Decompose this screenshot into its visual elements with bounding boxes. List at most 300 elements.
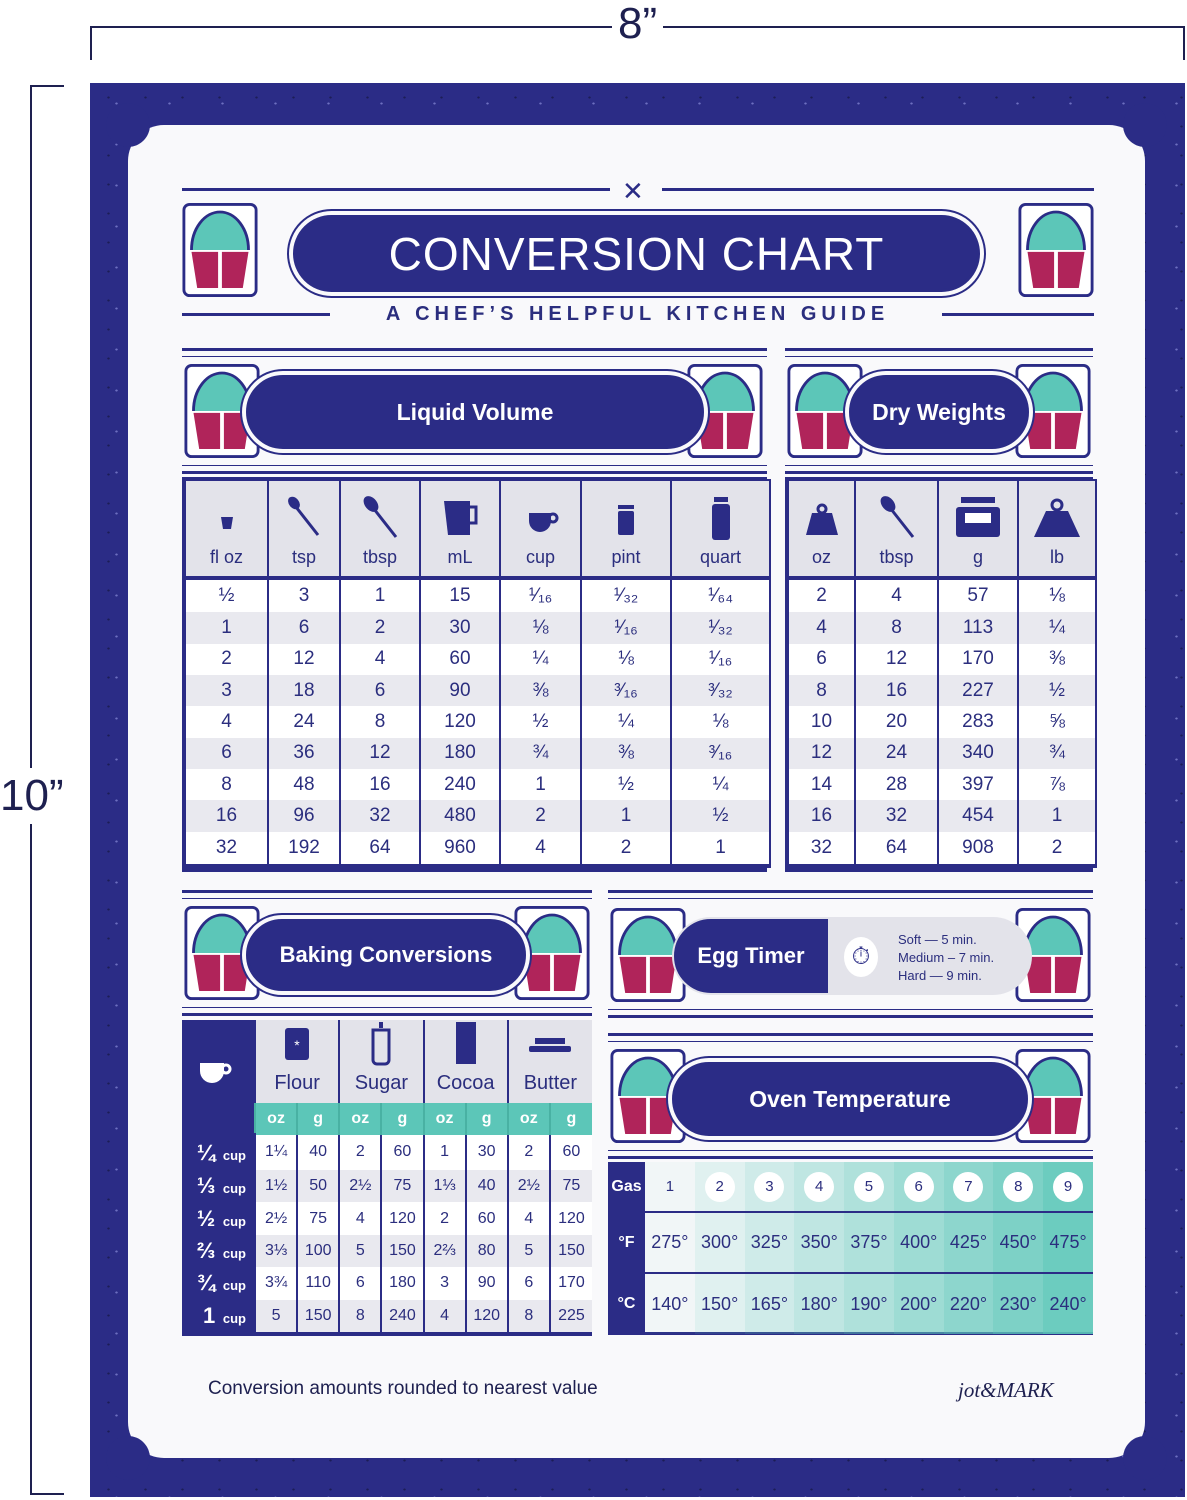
table-cell: 4 xyxy=(340,644,420,675)
table-cell: 16 xyxy=(788,800,855,831)
unit-label: g xyxy=(466,1103,508,1135)
table-cell: ⅛ xyxy=(671,706,770,737)
table-cell: 2 xyxy=(500,800,581,831)
teaspoon-icon xyxy=(269,495,339,541)
table-cell: 180 xyxy=(381,1267,423,1299)
cup-amount-unit: cup xyxy=(219,1245,246,1261)
table-cell: 64 xyxy=(340,832,420,866)
table-cell: ¹⁄₃₂ xyxy=(671,612,770,643)
table-cell: 8 xyxy=(340,706,420,737)
oven-cell: 220° xyxy=(944,1273,994,1334)
oven-cell: 1 xyxy=(645,1162,695,1212)
table-row xyxy=(788,706,1096,737)
table-cell: 12 xyxy=(340,738,420,769)
baking-cup-icon xyxy=(182,1047,246,1093)
cup-amount xyxy=(182,1202,255,1234)
table-row xyxy=(182,1267,592,1299)
table-cell: 4 xyxy=(855,578,938,612)
cup-amount-value: ½ xyxy=(196,1205,216,1231)
table-cell: 10 xyxy=(810,710,833,732)
svg-text:*: * xyxy=(294,1037,300,1053)
oven-cell xyxy=(745,1162,795,1212)
column-header-oz xyxy=(788,480,855,578)
butter-dish-icon xyxy=(509,1020,592,1066)
oven-cell: 350° xyxy=(794,1212,844,1273)
liquid-volume-title: Liquid Volume xyxy=(246,375,704,449)
table-cell: ½ xyxy=(671,800,770,831)
table-cell: ⅜ xyxy=(500,675,581,706)
table-cell: 3 xyxy=(185,675,268,706)
oven-cell: 200° xyxy=(894,1273,944,1334)
ingredient-header-cocoa xyxy=(424,1020,508,1103)
oven-row-label: Gas xyxy=(608,1162,645,1212)
header-rule xyxy=(182,313,330,316)
oven-row-gas xyxy=(608,1162,1093,1212)
table-cell: ¹⁄₁₆ xyxy=(671,644,770,675)
oven-cell xyxy=(844,1162,894,1212)
table-cell: 180 xyxy=(420,738,500,769)
table-cell: 2 xyxy=(816,585,827,607)
column-label: oz xyxy=(811,547,831,567)
table-cell: 2 xyxy=(339,1135,381,1170)
oven-temperature-title: Oven Temperature xyxy=(672,1062,1028,1136)
table-cell: 64 xyxy=(855,832,938,866)
table-cell: 16 xyxy=(340,769,420,800)
unit-label: oz xyxy=(424,1103,466,1135)
dry-weights-header xyxy=(785,348,1093,474)
column-label: pint xyxy=(611,547,641,567)
table-cell: 170 xyxy=(550,1267,592,1299)
table-cell: 1 xyxy=(581,800,671,831)
liquid-volume-header xyxy=(182,348,767,474)
table-cell: 1 xyxy=(500,769,581,800)
table-cell: ¹⁄₆₄ xyxy=(671,578,770,612)
table-cell: 32 xyxy=(215,836,238,858)
table-cell: 5 xyxy=(255,1300,297,1332)
table-cell: 60 xyxy=(381,1135,423,1170)
egg-timer-title: Egg Timer xyxy=(674,919,828,993)
width-dimension-label: 8” xyxy=(612,2,663,46)
egg-timer-lines xyxy=(898,931,994,985)
cup-amount-value: ⅓ xyxy=(196,1173,216,1199)
oven-cell: 240° xyxy=(1043,1273,1093,1334)
oven-row-label: °C xyxy=(608,1273,645,1334)
table-cell: 2 xyxy=(581,832,671,866)
table-cell: 2 xyxy=(1018,832,1096,866)
flour-bag-icon xyxy=(256,1020,338,1066)
table-cell: 120 xyxy=(466,1300,508,1332)
oven-cell: 150° xyxy=(695,1273,745,1334)
table-row xyxy=(185,675,770,706)
cup-amount-value: ¼ xyxy=(196,1140,216,1166)
column-header-quart xyxy=(671,480,770,578)
table-cell: 24 xyxy=(268,706,340,737)
cup-column-header xyxy=(182,1020,255,1135)
table-cell: 8 xyxy=(788,675,855,706)
page-subtitle: A CHEF’S HELPFUL KITCHEN GUIDE xyxy=(385,303,890,325)
table-cell: ⅛ xyxy=(1018,578,1096,612)
oven-cell: 190° xyxy=(844,1273,894,1334)
table-cell: 4 xyxy=(788,612,855,643)
table-cell: 12 xyxy=(788,738,855,769)
unit-label: oz xyxy=(339,1103,381,1135)
table-cell: 6 xyxy=(340,675,420,706)
table-cell: 75 xyxy=(381,1170,423,1202)
table-cell: 40 xyxy=(297,1135,339,1170)
table-cell: 36 xyxy=(268,738,340,769)
cup-amount-unit: cup xyxy=(219,1181,246,1197)
corner-notch xyxy=(106,103,150,147)
column-header-tsp xyxy=(268,480,340,578)
column-header-cup xyxy=(500,480,581,578)
table-cell: 120 xyxy=(550,1202,592,1234)
table-cell: 12 xyxy=(268,644,340,675)
table-row xyxy=(788,612,1096,643)
table-cell: 20 xyxy=(855,706,938,737)
table-cell: 150 xyxy=(550,1235,592,1267)
baking-title: Baking Conversions xyxy=(246,919,526,991)
oven-cell: 425° xyxy=(944,1212,994,1273)
ingredient-header-flour xyxy=(255,1020,339,1103)
table-cell: 50 xyxy=(297,1170,339,1202)
table-cell: 110 xyxy=(297,1267,339,1299)
table-row xyxy=(185,644,770,675)
table-cell: 90 xyxy=(466,1267,508,1299)
column-header-g xyxy=(938,480,1018,578)
table-cell: 32 xyxy=(855,800,938,831)
table-cell: 227 xyxy=(938,675,1018,706)
table-cell: ⅜ xyxy=(1018,644,1096,675)
table-cell: 120 xyxy=(420,706,500,737)
table-cell: ¹⁄₁₆ xyxy=(500,578,581,612)
table-cell: 1 xyxy=(671,832,770,866)
table-cell: ½ xyxy=(581,769,671,800)
small-cup-icon xyxy=(186,495,267,541)
table-cell: 1¼ xyxy=(255,1135,297,1170)
corner-notch xyxy=(106,1436,150,1480)
table-cell: 8 xyxy=(221,773,232,795)
unit-label: g xyxy=(550,1103,592,1135)
cup-amount-value: ⅔ xyxy=(196,1237,216,1263)
cup-amount xyxy=(182,1267,255,1299)
table-cell: ½ xyxy=(500,706,581,737)
brand-logo: jot&MARK xyxy=(958,1378,1054,1402)
table-cell: ½ xyxy=(218,585,235,607)
table-row xyxy=(185,800,770,831)
table-cell: 1 xyxy=(424,1135,466,1170)
column-label: fl oz xyxy=(209,547,243,567)
unit-label: g xyxy=(297,1103,339,1135)
table-cell: 60 xyxy=(466,1202,508,1234)
scale-icon xyxy=(939,495,1017,541)
table-row xyxy=(788,832,1096,866)
column-header-tbsp xyxy=(340,480,420,578)
table-cell: 2½ xyxy=(255,1202,297,1234)
table-row xyxy=(788,644,1096,675)
gas-mark-badge: 5 xyxy=(854,1172,884,1202)
oven-row-fahrenheit xyxy=(608,1212,1093,1273)
cup-amount-unit: cup xyxy=(219,1213,246,1229)
table-cell: 2 xyxy=(340,612,420,643)
ornament-icon xyxy=(1018,200,1094,300)
table-cell: 75 xyxy=(550,1170,592,1202)
cup-amount xyxy=(182,1170,255,1202)
table-cell: 480 xyxy=(420,800,500,831)
chocolate-bar-icon xyxy=(425,1020,507,1066)
table-cell: 2 xyxy=(221,648,232,670)
table-cell: 2⅔ xyxy=(424,1235,466,1267)
table-row xyxy=(788,738,1096,769)
table-cell: 4 xyxy=(500,832,581,866)
table-cell: 225 xyxy=(550,1300,592,1332)
table-cell: ¼ xyxy=(671,769,770,800)
cup-amount-value: 1 xyxy=(203,1302,216,1328)
column-label: tbsp xyxy=(879,547,914,567)
oven-temperature-header xyxy=(608,1033,1093,1159)
corner-notch xyxy=(1123,103,1167,147)
column-label: tsp xyxy=(291,547,316,567)
oven-cell: 300° xyxy=(695,1212,745,1273)
oven-temperature-table xyxy=(608,1162,1093,1335)
table-row xyxy=(182,1202,592,1234)
table-cell: 40 xyxy=(466,1170,508,1202)
table-cell: 5 xyxy=(339,1235,381,1267)
column-label: g xyxy=(972,547,983,567)
cup-amount xyxy=(182,1300,255,1332)
oven-cell: 140° xyxy=(645,1273,695,1334)
unit-label: oz xyxy=(508,1103,550,1135)
table-cell: 80 xyxy=(466,1235,508,1267)
table-cell: 908 xyxy=(938,832,1018,866)
table-cell: ³⁄₁₆ xyxy=(581,675,671,706)
oven-cell: 475° xyxy=(1043,1212,1093,1273)
table-cell: ³⁄₁₆ xyxy=(671,738,770,769)
table-cell: 3⅓ xyxy=(255,1235,297,1267)
table-cell: ¹⁄₁₆ xyxy=(581,612,671,643)
table-cell: ⅛ xyxy=(581,644,671,675)
table-cell: 8 xyxy=(855,612,938,643)
table-cell: 150 xyxy=(381,1235,423,1267)
table-row xyxy=(185,612,770,643)
table-header-row xyxy=(788,480,1096,578)
table-row xyxy=(788,675,1096,706)
table-cell: ⅝ xyxy=(1018,706,1096,737)
table-row xyxy=(185,738,770,769)
column-label: tbsp xyxy=(362,547,398,567)
table-cell: 16 xyxy=(185,800,268,831)
cup-icon xyxy=(501,495,580,541)
gas-mark-badge: 7 xyxy=(953,1172,983,1202)
header-rule xyxy=(182,188,610,191)
column-label: lb xyxy=(1049,547,1064,567)
column-header-tbsp xyxy=(855,480,938,578)
table-row xyxy=(788,800,1096,831)
table-cell: ⅞ xyxy=(1018,769,1096,800)
table-cell: ³⁄₃₂ xyxy=(671,675,770,706)
table-cell: 12 xyxy=(855,644,938,675)
table-cell: 60 xyxy=(420,644,500,675)
ingredient-label: Sugar xyxy=(354,1072,409,1094)
oven-cell: 450° xyxy=(993,1212,1043,1273)
corner-notch xyxy=(1123,1436,1167,1480)
table-cell: 4 xyxy=(424,1300,466,1332)
column-label: mL xyxy=(447,547,473,567)
footer-note: Conversion amounts rounded to nearest value xyxy=(208,1378,598,1399)
table-cell: 6 xyxy=(816,648,827,670)
table-cell: 75 xyxy=(297,1202,339,1234)
table-cell: 2½ xyxy=(508,1170,550,1202)
table-cell: 8 xyxy=(508,1300,550,1332)
table-cell: 15 xyxy=(420,578,500,612)
cup-amount-unit: cup xyxy=(219,1148,246,1164)
oven-cell: 230° xyxy=(993,1273,1043,1334)
table-cell: 6 xyxy=(185,738,268,769)
quart-bottle-icon xyxy=(672,495,769,541)
table-row xyxy=(182,1170,592,1202)
table-cell: 16 xyxy=(855,675,938,706)
table-cell: 100 xyxy=(297,1235,339,1267)
ingredient-label: Flour xyxy=(274,1072,320,1094)
cup-amount xyxy=(182,1235,255,1267)
heavy-weight-icon xyxy=(1019,495,1095,541)
table-cell: ¾ xyxy=(1018,738,1096,769)
gas-mark-badge: 2 xyxy=(705,1172,735,1202)
table-cell: 6 xyxy=(508,1267,550,1299)
table-cell: 2 xyxy=(508,1135,550,1170)
cup-amount xyxy=(182,1135,255,1170)
table-cell: 4 xyxy=(339,1202,381,1234)
table-cell: 60 xyxy=(550,1135,592,1170)
table-cell: 90 xyxy=(420,675,500,706)
table-row xyxy=(185,769,770,800)
table-cell: 18 xyxy=(268,675,340,706)
gas-mark-badge: 3 xyxy=(754,1172,784,1202)
table-row xyxy=(788,769,1096,800)
table-cell: 240 xyxy=(420,769,500,800)
dry-weights-table xyxy=(785,477,1093,872)
table-cell: ⅜ xyxy=(581,738,671,769)
table-cell: 3¾ xyxy=(255,1267,297,1299)
ingredient-header-row xyxy=(182,1020,592,1103)
table-cell: 960 xyxy=(420,832,500,866)
baking-table xyxy=(182,1020,592,1336)
table-cell: 28 xyxy=(855,769,938,800)
table-cell: 170 xyxy=(938,644,1018,675)
table-cell: 1½ xyxy=(255,1170,297,1202)
stopwatch-icon: ⏱ xyxy=(844,937,878,977)
pint-jar-icon xyxy=(582,495,670,541)
table-cell: 4 xyxy=(508,1202,550,1234)
oven-cell xyxy=(1043,1162,1093,1212)
table-row xyxy=(185,706,770,737)
table-cell: 192 xyxy=(268,832,340,866)
oven-cell: 400° xyxy=(894,1212,944,1273)
ingredient-header-butter xyxy=(508,1020,592,1103)
table-cell: 1 xyxy=(340,578,420,612)
unit-label: oz xyxy=(255,1103,297,1135)
column-header-pint xyxy=(581,480,671,578)
table-cell: 120 xyxy=(381,1202,423,1234)
table-row xyxy=(185,578,770,612)
oven-cell xyxy=(894,1162,944,1212)
cup-amount-unit: cup xyxy=(219,1310,246,1326)
table-cell: 8 xyxy=(339,1300,381,1332)
oven-row-celsius xyxy=(608,1273,1093,1334)
oven-cell: 325° xyxy=(745,1212,795,1273)
table-cell: ¼ xyxy=(581,706,671,737)
table-cell: 2½ xyxy=(339,1170,381,1202)
header-rule xyxy=(662,188,1094,191)
gas-mark-badge: 6 xyxy=(904,1172,934,1202)
table-cell: ¼ xyxy=(500,644,581,675)
table-cell: 57 xyxy=(938,578,1018,612)
table-row xyxy=(182,1235,592,1267)
egg-timer-soft: Soft — 5 min. xyxy=(898,932,977,947)
table-row xyxy=(185,832,770,866)
column-label: quart xyxy=(699,547,742,567)
table-cell: 1 xyxy=(185,612,268,643)
ornament-icon xyxy=(182,200,258,300)
table-cell: 32 xyxy=(340,800,420,831)
table-cell: 32 xyxy=(810,836,833,858)
table-cell: 3 xyxy=(424,1267,466,1299)
oven-cell xyxy=(944,1162,994,1212)
weight-icon xyxy=(789,495,854,541)
table-header-row xyxy=(185,480,770,578)
dry-weights-title: Dry Weights xyxy=(849,375,1029,449)
table-cell: 24 xyxy=(855,738,938,769)
cup-amount-unit: cup xyxy=(219,1278,246,1294)
oven-cell: 275° xyxy=(645,1212,695,1273)
table-cell: 14 xyxy=(810,773,833,795)
table-cell: 2 xyxy=(424,1202,466,1234)
oven-cell: 180° xyxy=(794,1273,844,1334)
egg-timer-hard: Hard — 9 min. xyxy=(898,968,982,983)
tablespoon-icon xyxy=(856,495,937,541)
column-header-mL xyxy=(420,480,500,578)
table-cell: 30 xyxy=(420,612,500,643)
table-row xyxy=(182,1300,592,1332)
ingredient-header-sugar xyxy=(339,1020,423,1103)
ingredient-label: Butter xyxy=(523,1072,578,1094)
table-cell: 3 xyxy=(268,578,340,612)
tablespoon-icon xyxy=(341,495,419,541)
gas-mark-badge: 4 xyxy=(804,1172,834,1202)
table-cell: 454 xyxy=(938,800,1018,831)
table-cell: 340 xyxy=(938,738,1018,769)
table-cell: 1 xyxy=(1018,800,1096,831)
unit-label: g xyxy=(381,1103,423,1135)
sugar-shaker-icon xyxy=(340,1020,422,1066)
oven-cell: 165° xyxy=(745,1273,795,1334)
measuring-cup-icon xyxy=(421,495,499,541)
table-cell: 1⅓ xyxy=(424,1170,466,1202)
oven-cell: 375° xyxy=(844,1212,894,1273)
egg-timer-section xyxy=(608,890,1093,1018)
egg-timer-medium: Medium – 7 min. xyxy=(898,950,995,965)
table-cell: 5 xyxy=(508,1235,550,1267)
table-cell: 4 xyxy=(221,710,232,732)
height-dimension-label: 10” xyxy=(0,768,64,824)
column-label: cup xyxy=(525,547,556,567)
fork-knife-icon: ✕ xyxy=(622,176,644,206)
oven-cell xyxy=(993,1162,1043,1212)
gas-mark-badge: 8 xyxy=(1003,1172,1033,1202)
header-rule xyxy=(942,313,1094,316)
oven-cell xyxy=(794,1162,844,1212)
gas-mark-badge: 9 xyxy=(1053,1172,1083,1202)
table-cell: 6 xyxy=(339,1267,381,1299)
